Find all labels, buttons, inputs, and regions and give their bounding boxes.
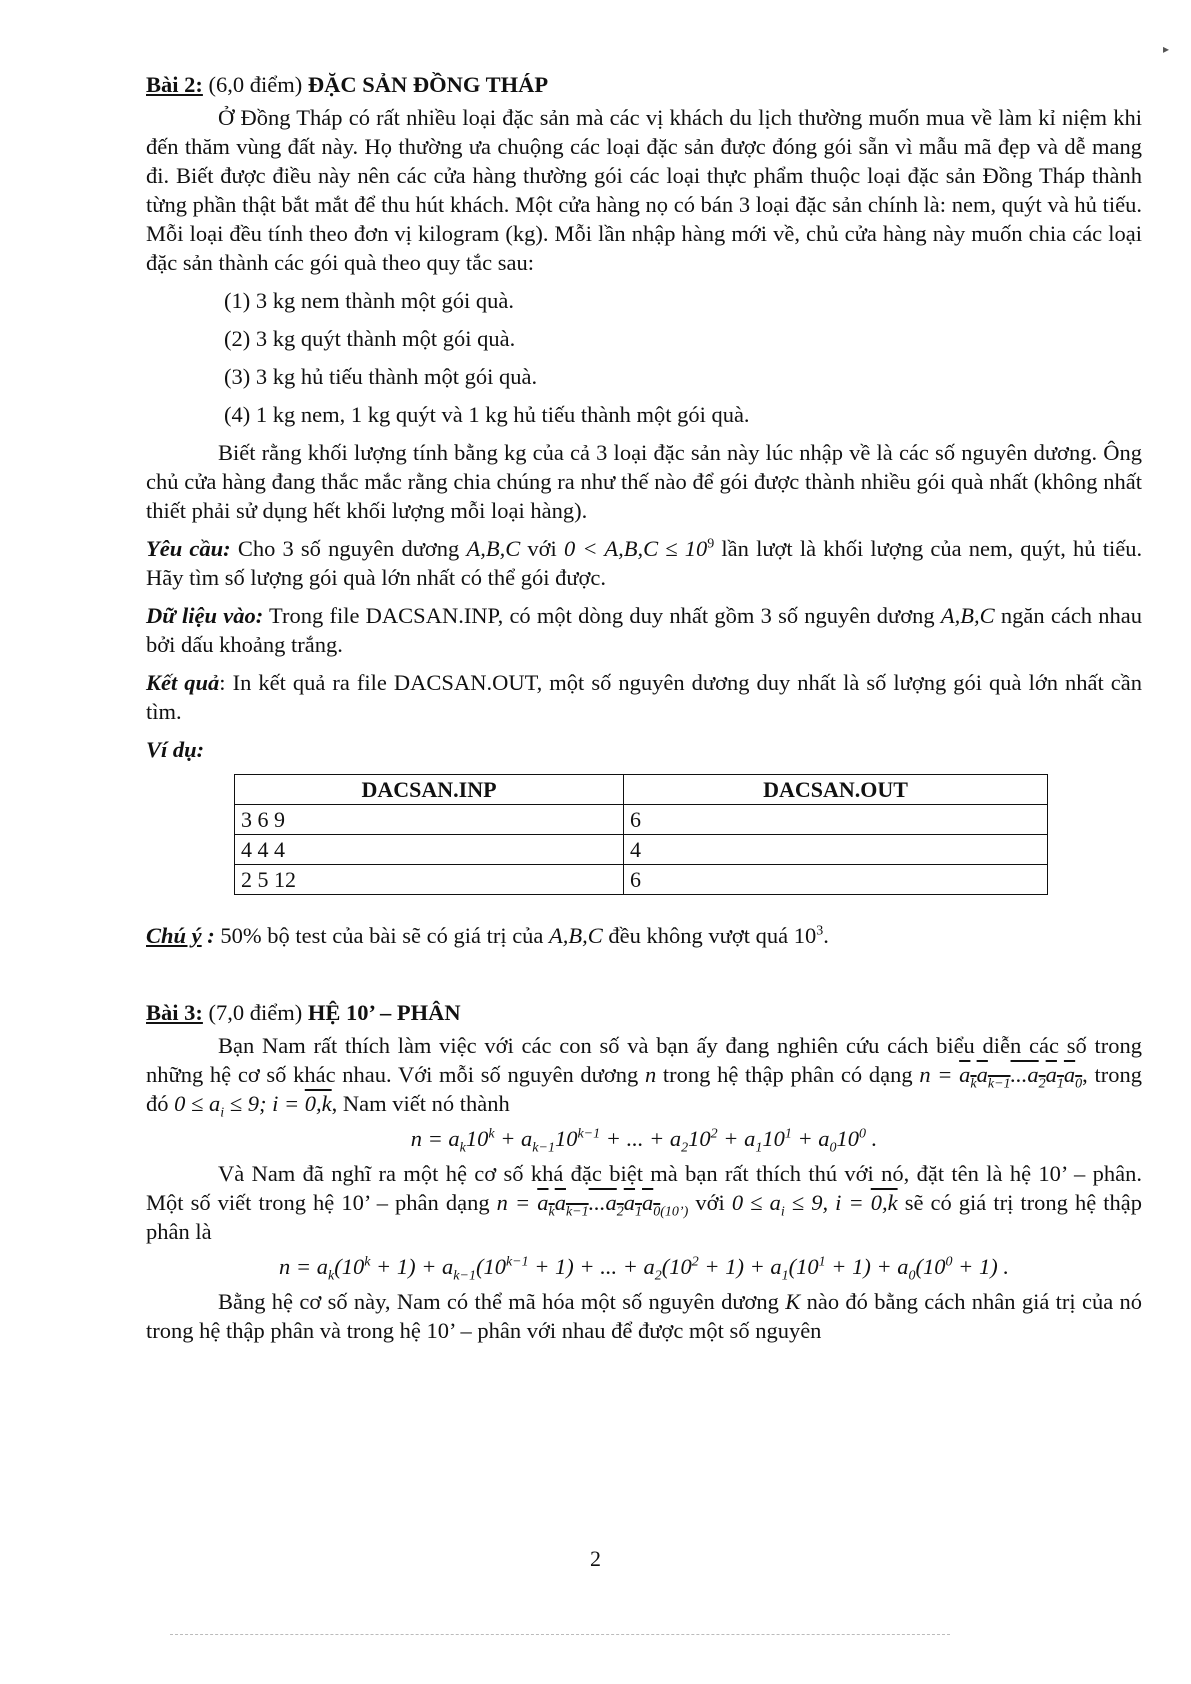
note-exponent: 3 <box>816 923 824 939</box>
note-vars: A,B,C <box>549 923 603 948</box>
rule-3: (3) 3 kg hủ tiếu thành một gói quà. <box>224 364 538 389</box>
requirement-condition: 0 < A,B,C ≤ 10 <box>563 536 708 561</box>
decimal-expansion-formula: $n = a_k10^k + a_{k-1}10^{k-1}$ + ... + $a_210^2 + a_110^1 + a_010^0$ . <box>410 1126 878 1156</box>
problem-3-title <box>146 998 1142 1027</box>
input-vars: A,B,C <box>940 603 995 628</box>
table-cell: 6 <box>624 805 1048 835</box>
table-row <box>235 835 1048 865</box>
table-header-row <box>235 775 1048 805</box>
requirement-text: Cho 3 số nguyên dương <box>237 536 460 561</box>
p2-text-c: sẽ có giá trị trong hệ thập phân là <box>146 1190 1143 1244</box>
note-text: 50% bộ test của bài sẽ có giá trị của <box>220 923 544 948</box>
input-text: Trong file DACSAN.INP, có một dòng duy nhất gồm 3 số nguyên dương <box>269 603 935 628</box>
table-cell: 6 <box>624 865 1048 895</box>
table-cell: 3 6 9 <box>235 805 624 835</box>
table-cell: 4 4 4 <box>235 835 624 865</box>
note-paragraph <box>146 921 1142 950</box>
input-paragraph <box>146 601 1142 659</box>
input-label: Dữ liệu vào: <box>146 603 264 628</box>
requirement-exponent: 9 <box>707 536 715 552</box>
p3-text-a: Bằng hệ cơ số này, Nam có thể mã hóa một số nguyên dương <box>218 1289 779 1314</box>
requirement-paragraph <box>146 534 1142 592</box>
p1-text-d: , Nam viết nó thành <box>331 1091 510 1116</box>
output-paragraph <box>146 668 1142 726</box>
problem-2-question: Biết rằng khối lượng tính bằng kg của cả 3 loại đặc sản này lúc nhập về là các số nguyên dương. Ông chủ cửa hàng đang thắc mắc rằng chia chúng ra như thế nào để gói được thành nhiều gói quà nhất (không nhất thiết phải sử dụng hết khối lượng mỗi loại hàng). <box>146 440 1142 523</box>
document-page <box>146 70 1142 1345</box>
output-text: : In kết quả ra file DACSAN.OUT, một số nguyên dương duy nhất là số lượng gói quà lớn nhất cần tìm. <box>146 670 1142 724</box>
base-10-prime-form-formula: $n = a_ka_{k-1}...a_2a_1a_{0(10’)}$ <box>496 1190 689 1220</box>
problem-2-intro: Ở Đồng Tháp có rất nhiều loại đặc sản mà các vị khách du lịch thường muốn mua về làm kỉ niệm khi đến thăm vùng đất này. Họ thường ưa chuộng các loại đặc sản được đóng gói sẵn vì mẫu mã đẹp và dễ mang đi. Biết được điều này nên các cửa hàng thường gói các loại thực phẩm thuộc loại đặc sản Đồng Tháp thành từng phần thật bắt mắt để thu hút khách. Một cửa hàng nọ có bán 3 loại đặc sản chính là: nem, quýt và hủ tiếu. Mỗi loại đều tính theo đơn vị kilogram (kg). Mỗi lần nhập hàng mới về, chủ cửa hàng này muốn chia các loại đặc sản thành các gói quà theo quy tắc sau: <box>146 105 1142 275</box>
digit-range-formula-2: $0 \le a_i \le 9$, i = 0,k <box>731 1190 898 1220</box>
var-k: K <box>785 1289 801 1314</box>
var-n: n <box>644 1062 657 1087</box>
problem-2-label: Bài 2: <box>146 72 203 97</box>
note-label: Chú ý <box>146 923 202 948</box>
table-row <box>235 865 1048 895</box>
note-text-2: đều không vượt quá 10 <box>608 923 817 948</box>
rule-4: (4) 1 kg nem, 1 kg quýt và 1 kg hủ tiếu thành một gói quà. <box>224 402 750 427</box>
p2-text-b: với <box>695 1190 725 1215</box>
example-heading <box>146 735 1142 764</box>
problem-3-points: (7,0 điểm) <box>208 1000 303 1025</box>
requirement-label: Yêu cầu: <box>146 536 231 561</box>
requirement-text-2: với <box>527 536 557 561</box>
problem-3-label: Bài 3: <box>146 1000 203 1025</box>
p2-text-a: Và Nam đã nghĩ ra một hệ cơ số khá đặc biệt mà bạn rất thích thú với nó, đặt tên là hệ 10’ – phân. Một số viết trong hệ 10’ – phân dạng <box>146 1161 1142 1215</box>
table-header-output: DACSAN.OUT <box>624 775 1048 805</box>
p1-text-a: Bạn Nam rất thích làm việc với các con số và bạn ấy đang nghiên cứu cách biểu diễn các số trong những hệ cơ số khác nhau. Với mỗi số nguyên dương <box>146 1033 1142 1087</box>
note-end: . <box>823 923 829 948</box>
example-table <box>234 774 1048 895</box>
problem-2-points: (6,0 điểm) <box>208 72 303 97</box>
requirement-text-3: lần lượt là khối lượng của nem, quýt, hủ tiếu. Hãy tìm số lượng gói quà lớn nhất có thể gói được. <box>146 536 1143 590</box>
page-number: 2 <box>590 1546 601 1571</box>
rule-2: (2) 3 kg quýt thành một gói quà. <box>224 326 516 351</box>
decimal-form-formula: $n = a_ka_{k-1}...a_2a_1a_0$ <box>919 1062 1083 1092</box>
problem-3-paragraph-3 <box>146 1287 1142 1345</box>
digit-range-formula: $0 \le a_i \le 9$; i = 0,k <box>174 1091 332 1121</box>
p1-text-b: trong hệ thập phân có dạng <box>662 1062 913 1087</box>
problem-3-paragraph-1 <box>146 1031 1142 1121</box>
p3-text-b: nào đó bằng cách nhân giá trị của nó trong hệ thập phân và trong hệ 10’ – phân với nhau để được một số nguyên <box>146 1289 1143 1343</box>
problem-2-name: ĐẶC SẢN ĐỒNG THÁP <box>307 72 549 97</box>
problem-3-name: HỆ 10’ – PHÂN <box>307 1000 461 1025</box>
base-10-prime-expansion-formula: $n = a_k(10^k + 1) + a_{k-1}(10^{k-1} + 1)$ + ... + $a_2(10^2 + 1) + a_1(10^1 + 1) + a_0(10^0 + 1)$ . <box>279 1254 1009 1284</box>
requirement-vars: A,B,C <box>466 536 521 561</box>
note-colon: : <box>201 923 215 948</box>
input-text-2: ngăn cách nhau bởi dấu khoảng trắng. <box>146 603 1143 657</box>
problem-2-title <box>146 70 1142 99</box>
p1-text-c: , trong đó <box>146 1062 1142 1116</box>
table-row <box>235 805 1048 835</box>
problem-3-paragraph-2 <box>146 1159 1142 1246</box>
table-cell: 2 5 12 <box>235 865 624 895</box>
table-cell: 4 <box>624 835 1048 865</box>
output-label: Kết quả <box>146 670 220 695</box>
scan-mark-arrow: ▸ <box>1163 42 1170 56</box>
footer-divider <box>170 1634 950 1635</box>
example-colon: : <box>196 737 205 762</box>
rule-1: (1) 3 kg nem thành một gói quà. <box>224 288 514 313</box>
table-header-input: DACSAN.INP <box>235 775 624 805</box>
example-label: Ví dụ <box>146 737 197 762</box>
